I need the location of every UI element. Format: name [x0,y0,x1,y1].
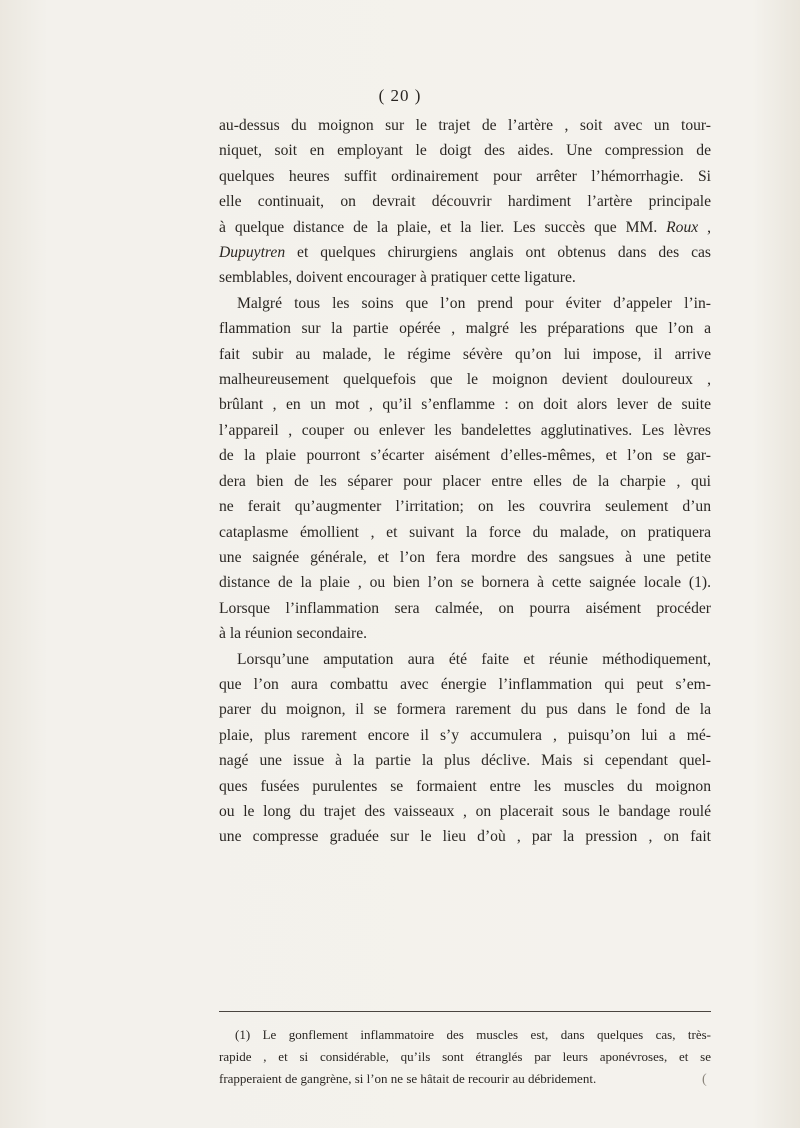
body-line [219,570,711,595]
body-line [219,418,711,443]
line-text: l’appareil , couper ou enlever les bandelettes agglutinatives. Les lèvres [219,421,711,439]
body-line [219,291,711,316]
line-text: dera bien de les séparer pour placer entre elles de la charpie , qui [219,472,711,490]
body-line [219,240,711,265]
body-line [219,443,711,468]
body-line [219,774,711,799]
body-line [219,697,711,722]
line-text: une saignée générale, et l’on fera mordre des sangsues à une petite [219,548,711,566]
body-line [219,647,711,672]
page-number: ( 20 ) [378,86,422,105]
line-text: fait subir au malade, le régime sévère qu’on lui impose, il arrive [219,345,711,363]
line-text: de la plaie pourront s’écarter aisément d’elles-mêmes, et l’on se gar- [219,447,711,465]
body-line [219,342,711,367]
body-line [219,596,711,621]
line-text: distance de la plaie , ou bien l’on se bornera à cette saignée locale (1). [219,574,711,592]
line-text: (1) Le gonflement inflammatoire des muscles est, dans quelques cas, très- [235,1027,711,1042]
italic-name: Roux [666,218,699,236]
line-text: que l’on aura combattu avec énergie l’inflammation qui peut s’em- [219,675,711,693]
body-line [219,621,711,646]
footnote-line [219,1046,711,1068]
line-text: Lorsque l’inflammation sera calmée, on pourra aisément procéder [219,599,711,617]
line-text: flammation sur la partie opérée , malgré les préparations que l’on a [219,320,711,338]
line-text: elle continuait, on devrait découvrir hardiment l’artère principale [219,193,711,211]
line-text: et quelques chirurgiens anglais ont obtenus dans des cas [285,244,711,262]
body-line [219,723,711,748]
line-text: au-dessus du moignon sur le trajet de l’artère , soit avec un tour- [219,117,711,134]
footnote-line [219,1068,711,1090]
body-line [219,392,711,417]
body-line [219,316,711,341]
main-text [219,113,711,850]
footnote-separator-rule [219,1011,711,1012]
line-text: frapperaient de gangrène, si l’on ne se hâtait de recourir au débridement. [219,1071,597,1086]
line-text: quelques heures suffit ordinairement pour arrêter l’hémorrhagie. Si [219,167,711,185]
body-line [219,113,711,138]
body-line [219,164,711,189]
footnote-line [219,1024,711,1046]
body-line [219,367,711,392]
body-line [219,545,711,570]
body-line [219,799,711,824]
line-text: plaie, plus rarement encore il s’y accumulera , puisqu’on lui a mé- [219,726,711,744]
line-text: niquet, soit en employant le doigt des aides. Une compression de [219,142,711,160]
body-line [219,494,711,519]
body-line [219,748,711,773]
body-line [219,138,711,163]
line-text: rapide , et si considérable, qu’ils sont étranglés par leurs aponévroses, et se [219,1049,711,1064]
line-text: ou le long du trajet des vaisseaux , on placerait sous le bandage roulé [219,802,711,820]
line-text: ques fusées purulentes se formaient entre les muscles du moignon [219,777,711,795]
italic-name: Dupuytren [219,244,286,262]
body-line [219,469,711,494]
body-line [219,189,711,214]
line-text: à la réunion secondaire. [219,625,368,643]
body-line [219,672,711,697]
line-text: ne ferait qu’augmenter l’irritation; on les couvrira seulement d’un [219,498,711,516]
line-text: semblables, doivent encourager à pratiquer cette ligature. [219,269,576,287]
line-text: parer du moignon, il se formera rarement du pus dans le fond de la [219,701,711,719]
line-text: nagé une issue à la partie la plus déclive. Mais si cependant quel- [219,752,711,770]
line-text: cataplasme émollient , et suivant la force du malade, on pratiquera [219,523,711,541]
body-line [219,520,711,545]
stray-mark: ( [702,1072,707,1087]
line-text: malheureusement quelquefois que le moignon devient douloureux , [219,371,711,389]
line-text: brûlant , en un mot , qu’il s’enflamme : on doit alors lever de suite [219,396,711,414]
line-text: à quelque distance de la plaie, et la lier. Les succès que MM. [219,218,667,236]
body-line [219,824,711,849]
body-line [219,265,711,290]
line-text: , [698,218,712,236]
body-line [219,215,711,240]
line-text: Lorsqu’une amputation aura été faite et réunie méthodiquement, [237,650,711,668]
line-text: Malgré tous les soins que l’on prend pour éviter d’appeler l’in- [237,294,711,312]
footnote [219,1024,711,1090]
line-text: une compresse graduée sur le lieu d’où , par la pression , on fait [219,828,711,846]
